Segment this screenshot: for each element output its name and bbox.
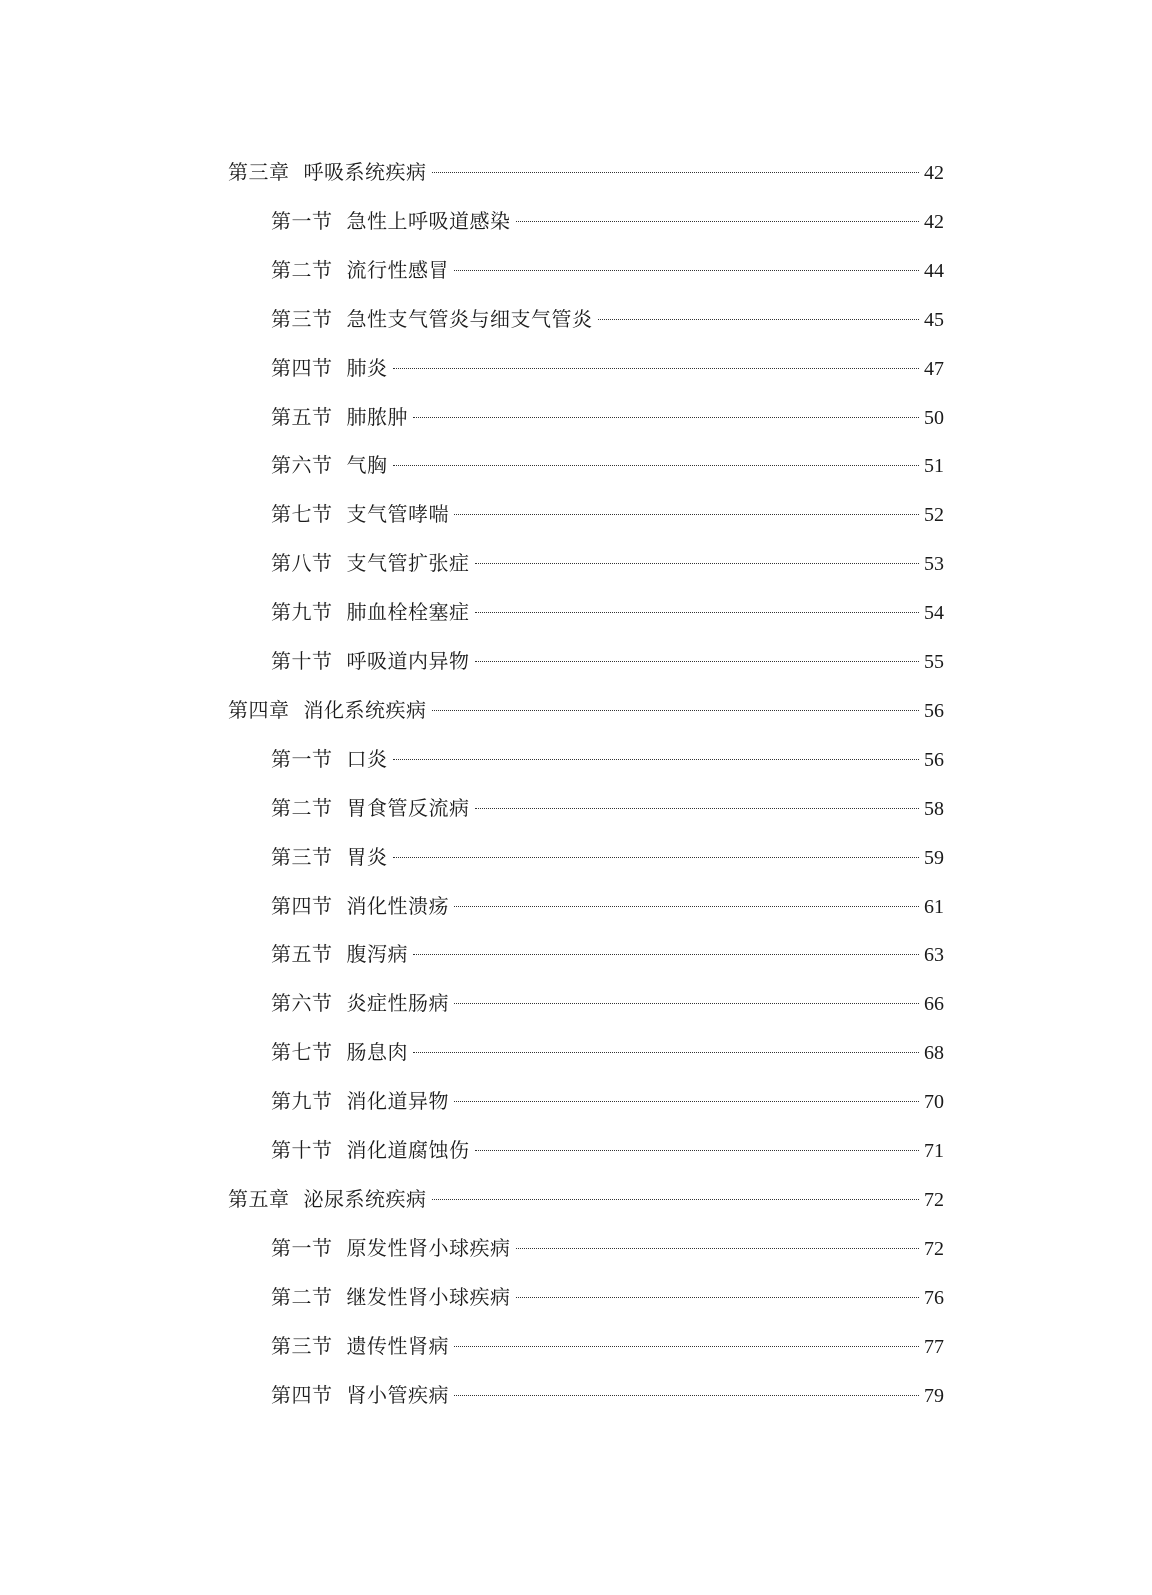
toc-section-entry[interactable]	[271, 1036, 944, 1068]
chapter-title: 呼吸系统疾病	[303, 160, 427, 184]
section-title: 支气管扩张症	[346, 551, 470, 576]
chapter-number: 第五章	[228, 1186, 290, 1211]
page-number: 63	[924, 944, 944, 967]
toc-entry-label	[271, 938, 408, 970]
page-number: 54	[924, 602, 944, 625]
section-title: 炎症性肠病	[346, 991, 449, 1016]
section-title: 口炎	[346, 746, 388, 771]
section-title: 急性支气管炎与细支气管炎	[346, 306, 593, 331]
section-number: 第三节	[271, 306, 333, 331]
toc-section-entry[interactable]	[271, 841, 944, 873]
section-number: 第六节	[271, 991, 333, 1016]
section-title: 气胸	[346, 453, 388, 478]
dot-leader	[475, 1150, 920, 1151]
toc-section-entry[interactable]	[271, 1330, 944, 1362]
toc-section-entry[interactable]	[271, 1134, 944, 1166]
toc-entry-label	[271, 205, 511, 237]
toc-entry-label	[228, 1183, 427, 1215]
section-number: 第二节	[271, 1284, 333, 1309]
toc-section-entry[interactable]	[271, 352, 944, 384]
toc-entry-label	[271, 743, 388, 775]
dot-leader	[516, 1297, 920, 1298]
section-title: 继发性肾小球疾病	[346, 1284, 511, 1309]
section-title: 消化性溃疡	[346, 893, 449, 918]
section-number: 第五节	[271, 942, 333, 967]
section-title: 遗传性肾病	[346, 1333, 449, 1358]
page-number: 66	[924, 993, 944, 1016]
page-number: 61	[924, 895, 944, 918]
section-number: 第二节	[271, 257, 333, 282]
dot-leader	[393, 759, 920, 760]
dot-leader	[475, 661, 920, 662]
toc-section-entry[interactable]	[271, 449, 944, 481]
toc-entry-label	[271, 1379, 449, 1411]
dot-leader	[454, 1101, 919, 1102]
section-number: 第六节	[271, 453, 333, 478]
toc-section-entry[interactable]	[271, 205, 944, 237]
toc-entry-label	[271, 1330, 449, 1362]
dot-leader	[454, 1003, 919, 1004]
toc-entry-label	[271, 645, 470, 677]
toc-entry-label	[271, 890, 449, 922]
section-title: 肺炎	[346, 355, 388, 380]
section-number: 第八节	[271, 551, 333, 576]
toc-section-entry[interactable]	[271, 938, 944, 970]
page-number: 71	[924, 1140, 944, 1162]
toc-section-entry[interactable]	[271, 401, 944, 433]
section-number: 第九节	[271, 1089, 333, 1114]
toc-entry-label	[271, 841, 388, 873]
section-number: 第四节	[271, 355, 333, 380]
page-number: 77	[924, 1335, 944, 1358]
dot-leader	[454, 270, 919, 271]
dot-leader	[432, 1199, 920, 1200]
section-number: 第九节	[271, 600, 333, 625]
dot-leader	[413, 1052, 919, 1053]
dot-leader	[516, 1248, 920, 1249]
dot-leader	[432, 710, 920, 711]
toc-section-entry[interactable]	[271, 743, 944, 775]
section-title: 呼吸道内异物	[346, 649, 470, 673]
section-number: 第五节	[271, 404, 333, 429]
toc-section-entry[interactable]	[271, 498, 944, 530]
page-number: 50	[924, 406, 944, 429]
dot-leader	[454, 1346, 919, 1347]
section-title: 消化道腐蚀伤	[346, 1138, 470, 1162]
toc-entry-label	[271, 303, 593, 335]
section-number: 第三节	[271, 1333, 333, 1358]
page-number: 45	[924, 308, 944, 331]
page-number: 79	[924, 1384, 944, 1407]
toc-section-entry[interactable]	[271, 596, 944, 628]
toc-entry-label	[271, 987, 449, 1019]
section-title: 肺脓肿	[346, 404, 408, 429]
toc-entry-label	[271, 1232, 511, 1264]
section-title: 肺血栓栓塞症	[346, 600, 470, 625]
page-number: 68	[924, 1042, 944, 1065]
dot-leader	[475, 612, 920, 613]
toc-section-entry[interactable]	[271, 303, 944, 335]
section-title: 胃食管反流病	[346, 795, 470, 820]
toc-entry-label	[271, 596, 470, 628]
dot-leader	[516, 221, 920, 222]
toc-entry-label	[271, 1134, 470, 1166]
toc-section-entry[interactable]	[271, 1379, 944, 1411]
page-number: 70	[924, 1091, 944, 1114]
dot-leader	[393, 368, 920, 369]
toc-section-entry[interactable]	[271, 987, 944, 1019]
toc-chapter-entry[interactable]	[228, 694, 944, 726]
page-number: 56	[924, 699, 944, 722]
toc-chapter-entry[interactable]	[228, 156, 944, 188]
page-number: 42	[924, 210, 944, 233]
page-number: 53	[924, 553, 944, 576]
section-title: 原发性肾小球疾病	[346, 1235, 511, 1260]
toc-entry-label	[271, 1085, 449, 1117]
section-number: 第三节	[271, 844, 333, 869]
toc-entry-label	[271, 547, 470, 579]
toc-section-entry[interactable]	[271, 890, 944, 922]
toc-section-entry[interactable]	[271, 254, 944, 286]
section-number: 第十节	[271, 1138, 333, 1162]
chapter-number: 第三章	[228, 160, 290, 184]
toc-section-entry[interactable]	[271, 1085, 944, 1117]
section-number: 第四节	[271, 1382, 333, 1407]
toc-section-entry[interactable]	[271, 1232, 944, 1264]
chapter-title: 消化系统疾病	[303, 697, 427, 722]
section-number: 第四节	[271, 893, 333, 918]
page-number: 52	[924, 504, 944, 527]
section-number: 第一节	[271, 1235, 333, 1260]
toc-section-entry[interactable]	[271, 1281, 944, 1313]
section-number: 第七节	[271, 502, 333, 527]
dot-leader	[598, 319, 920, 320]
section-title: 肾小管疾病	[346, 1382, 449, 1407]
dot-leader	[475, 808, 920, 809]
page-number: 47	[924, 357, 944, 380]
page-number: 51	[924, 455, 944, 478]
section-number: 第一节	[271, 746, 333, 771]
section-number: 第十节	[271, 649, 333, 673]
section-title: 支气管哮喘	[346, 502, 449, 527]
dot-leader	[454, 1395, 919, 1396]
page-number: 76	[924, 1286, 944, 1309]
page-number: 56	[924, 748, 944, 771]
page-number: 55	[924, 651, 944, 673]
toc-entry-label	[271, 792, 470, 824]
toc-section-entry[interactable]	[271, 792, 944, 824]
section-title: 急性上呼吸道感染	[346, 208, 511, 233]
page-number: 72	[924, 1188, 944, 1211]
toc-entry-label	[228, 156, 427, 188]
dot-leader	[413, 417, 919, 418]
section-title: 肠息肉	[346, 1040, 408, 1065]
chapter-number: 第四章	[228, 697, 290, 722]
toc-chapter-entry[interactable]	[228, 1183, 944, 1215]
toc-section-entry[interactable]	[271, 547, 944, 579]
page-number: 42	[924, 162, 944, 184]
section-title: 胃炎	[346, 844, 388, 869]
section-number: 第七节	[271, 1040, 333, 1065]
page-number: 44	[924, 259, 944, 282]
dot-leader	[454, 514, 919, 515]
dot-leader	[393, 857, 920, 858]
toc-entry-label	[271, 449, 388, 481]
dot-leader	[475, 563, 920, 564]
page-number: 58	[924, 797, 944, 820]
section-number: 第二节	[271, 795, 333, 820]
toc-entry-label	[271, 498, 449, 530]
page-number: 72	[924, 1237, 944, 1260]
chapter-title: 泌尿系统疾病	[303, 1186, 427, 1211]
dot-leader	[432, 172, 920, 173]
section-title: 腹泻病	[346, 942, 408, 967]
section-title: 消化道异物	[346, 1089, 449, 1114]
toc-entry-label	[271, 254, 449, 286]
dot-leader	[393, 465, 920, 466]
dot-leader	[413, 954, 919, 955]
toc-entry-label	[271, 352, 388, 384]
page-number: 59	[924, 846, 944, 869]
dot-leader	[454, 906, 919, 907]
section-number: 第一节	[271, 208, 333, 233]
toc-entry-label	[271, 1281, 511, 1313]
toc-entry-label	[271, 401, 408, 433]
toc-entry-label	[228, 694, 427, 726]
section-title: 流行性感冒	[346, 257, 449, 282]
toc-entry-label	[271, 1036, 408, 1068]
toc-section-entry[interactable]	[271, 645, 944, 677]
